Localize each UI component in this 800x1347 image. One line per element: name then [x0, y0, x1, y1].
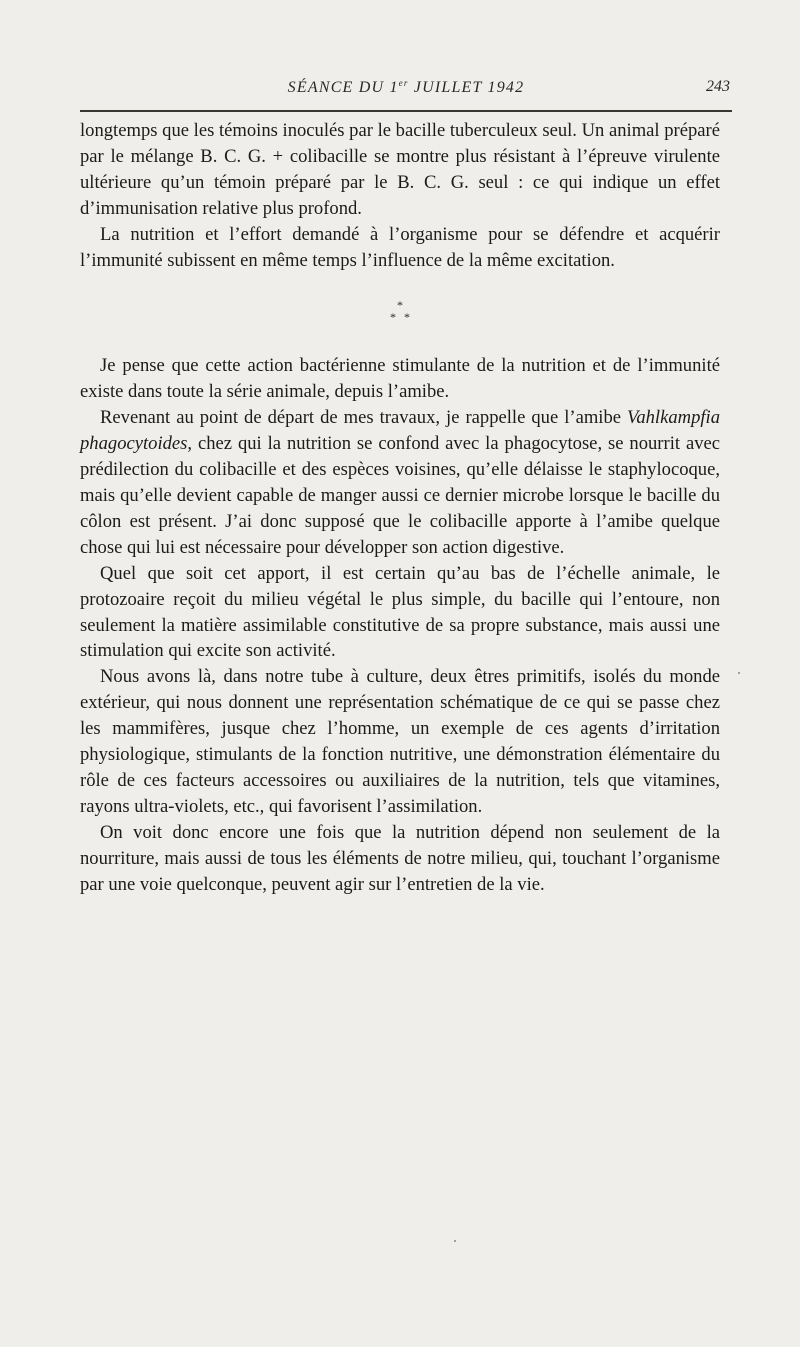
asterism-bottom: **: [390, 310, 418, 325]
body-text: [80, 118, 720, 897]
paragraph-4-start: Revenant au point de départ de mes travaux, je rappelle que l’amibe: [100, 407, 628, 429]
paper-speck: [454, 1240, 456, 1242]
running-header: [80, 78, 732, 108]
running-title-main: SÉANCE DU 1: [287, 79, 399, 96]
paragraph-2: La nutrition et l’effort demandé à l’organisme pour se défendre et acquérir l’immunité subissent en même temps l’influence de la même excitation.: [80, 223, 720, 271]
section-asterism: [80, 299, 720, 323]
asterism-top: *: [397, 298, 403, 313]
paper-speck: [738, 672, 740, 674]
paragraph-7: On voit donc encore une fois que la nutrition dépend non seulement de la nourriture, mais aussi de tous les éléments de notre milieu, qui, touchant l’organisme par une voie quelconque, peuvent agir sur l’entretien de la vie.: [80, 821, 720, 895]
running-title: [80, 78, 732, 97]
paragraph-6: Nous avons là, dans notre tube à culture, deux êtres primitifs, isolés du monde extérieur, qui nous donnent une représentation schématique de ce qui se passe chez les mammifères, jusque chez l’homme, un exemple de ces agents d’irritation physiologique, stimulants de la fonction nutritive, une démonstration élémentaire du rôle de ces facteurs accessoires ou auxiliaires de la nutrition, tels que vitamines, rayons ultra-violets, etc., qui favorisent l’assimilation.: [80, 666, 720, 817]
paragraph-4: [80, 405, 720, 560]
running-title-superscript: er: [398, 78, 409, 88]
paragraph-1: longtemps que les témoins inoculés par le bacille tuberculeux seul. Un animal préparé par le mélange B. C. G. + colibacille se montre plus résistant à l’épreuve virulente ultérieure qu’un témoin préparé par le B. C. G. seul : ce qui indique un effet d’immunisation relative plus profond.: [80, 120, 720, 219]
page-number: 243: [706, 78, 730, 95]
header-rule: [80, 110, 732, 112]
paragraph-3: Je pense que cette action bactérienne stimulante de la nutrition et de l’immunité existe dans toute la série animale, depuis l’amibe.: [80, 355, 720, 403]
paragraph-4-end: , chez qui la nutrition se confond avec la phagocytose, se nourrit avec prédilection du colibacille et des espèces voisines, qu’elle délaisse le staphylocoque, mais qu’elle devient capable de manger aussi ce dernier microbe lorsque le bacille du côlon est présent. J’ai donc supposé que le colibacille apporte à l’amibe quelque chose qui lui est nécessaire pour développer son action digestive.: [80, 433, 720, 558]
paragraph-5: Quel que soit cet apport, il est certain qu’au bas de l’échelle animale, le protozoaire reçoit du milieu végétal le plus simple, du bacille qui l’entoure, non seulement la matière assimilable constitutive de sa propre substance, mais aussi une stimulation qui excite son activité.: [80, 562, 720, 662]
species-name: Vahlkampfia phagocytoides: [80, 407, 720, 455]
running-title-rest: JUILLET 1942: [408, 79, 525, 96]
